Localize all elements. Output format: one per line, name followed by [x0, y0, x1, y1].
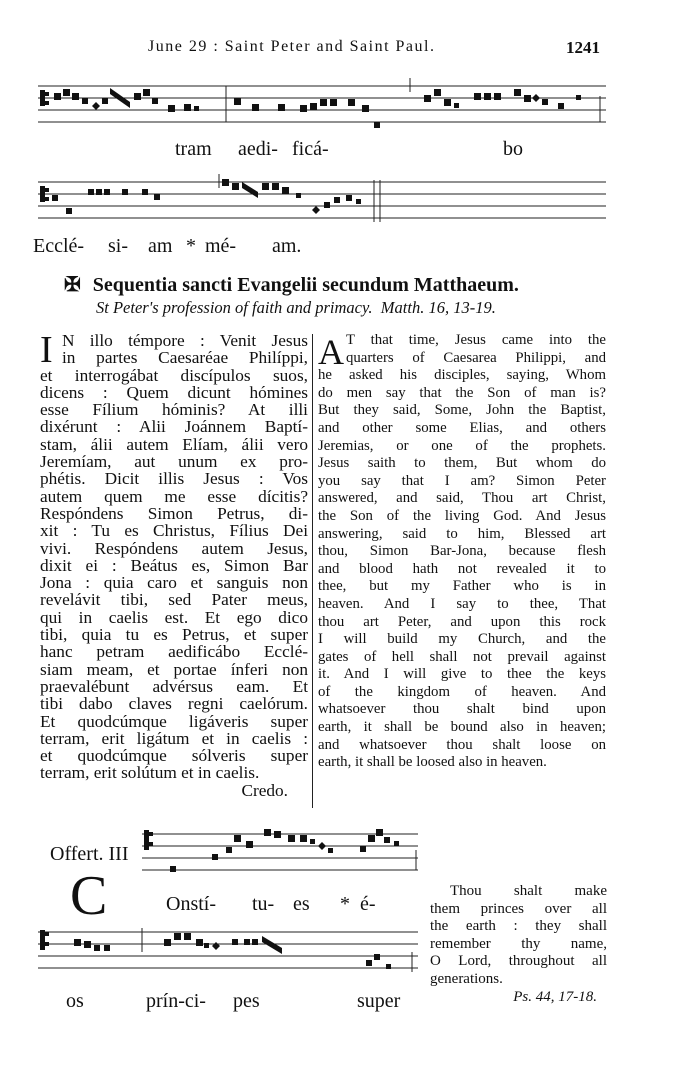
chant1-lyric: ficá- — [292, 138, 329, 160]
offertory-lyric: es — [293, 893, 310, 915]
offertory-label: Offert. III — [50, 843, 129, 865]
latin-text-line: terram, erit solútum et in caelis. — [40, 763, 260, 783]
offertory-english-line: O Lord, throughout all — [430, 953, 607, 970]
english-text-line: and whatsoever thou shalt loose on — [318, 736, 606, 753]
offertory-english-line: remember thy name, — [430, 935, 607, 952]
offertory-lyric: super — [357, 990, 401, 1012]
chant-staff-1 — [38, 76, 608, 134]
latin-text-line: Et quodcúmque ligáveris super — [40, 711, 308, 731]
latin-text-line: et interrogábat discípulos suos, — [40, 365, 308, 385]
english-text-line: and other some Elias, and others — [318, 419, 606, 436]
english-text-line: the Son of the living God. And Jesus — [318, 507, 606, 524]
credo-text: Credo. — [241, 780, 288, 800]
latin-text-line: esse Fílium hóminis? At illi — [40, 400, 308, 420]
chant2-lyric: * — [186, 235, 196, 257]
english-text-line: I will build my Church, and the — [318, 631, 606, 648]
running-header — [40, 38, 600, 62]
english-text-line: Jesus saith to them, But whom do — [318, 455, 606, 472]
offertory-english-line: Thou shalt make — [450, 883, 607, 899]
latin-text-line: praevalébunt advérsus eam. Et — [40, 676, 308, 696]
page-number: 1241 — [566, 38, 600, 57]
offertory-english-line: generations. — [430, 970, 503, 987]
english-text-line: T that time, Jesus came into the — [346, 332, 606, 348]
offertory-staff-1 — [142, 824, 420, 882]
offertory-initial: C — [70, 865, 108, 927]
latin-text-line: tibi dabo claves regni caelórum. — [40, 694, 308, 714]
latin-text-line: revelávit tibi, sed Pater meus, — [40, 590, 308, 610]
latin-text-line: xit : Tu es Christus, Fílius Dei — [40, 521, 308, 541]
latin-text-line: tibi, quia tu es Petrus, et super — [40, 625, 308, 645]
english-text-line: thou, Simon Bar-Jona, because flesh — [318, 543, 606, 560]
offertory-english-line: the earth : they shall — [430, 918, 607, 935]
column-divider — [312, 334, 313, 808]
latin-text-line: Jona : quia caro et sanguis non — [40, 573, 308, 593]
latin-text-line: dixérunt : Alii Joánnem Baptí- — [40, 417, 308, 437]
cross-icon: ✠ — [64, 274, 81, 296]
latin-text-line: et quodcúmque sólveris super — [40, 746, 308, 766]
offertory-lyric: os — [66, 990, 84, 1012]
english-text-line: of the kingdom of heaven. And — [318, 683, 606, 700]
english-text-line: you say that I am? Simon Peter — [318, 472, 606, 489]
offertory-lyric: pes — [233, 990, 260, 1012]
latin-text-line: Jeremíam, aut unum ex pro- — [40, 452, 308, 472]
english-text-line: it. And I will give to thee the keys — [318, 666, 606, 683]
english-initial: A — [318, 332, 344, 372]
chant2-lyric: Ecclé- — [33, 235, 85, 257]
chant-staff-2 — [38, 172, 608, 230]
offertory-staff-2 — [38, 922, 420, 980]
latin-text-line: hanc petram aedificábo Ecclé- — [40, 642, 308, 662]
chant2-lyric: am — [148, 235, 173, 257]
sequence-title — [64, 272, 624, 297]
english-text-line: Jeremias, or one of the prophets. — [318, 437, 606, 454]
english-text-line: earth, it shall be bound also in heaven; — [318, 719, 606, 736]
subtitle-ref: Matth. 16, 13-19. — [380, 298, 496, 317]
latin-text-line: qui in caelis est. Et ego dico — [40, 607, 308, 627]
english-column — [318, 332, 606, 772]
latin-text-line: dixit ei : Beátus es, Simon Bar — [40, 555, 308, 575]
english-text-line: whatsoever thou shalt bind upon — [318, 701, 606, 718]
offertory-lyric: tu- — [252, 893, 275, 915]
latin-text-line: stam, álii autem Elíam, álii vero — [40, 434, 308, 454]
latin-text-line: siam meam, et portae ínferi non — [40, 659, 308, 679]
latin-text-line: phétis. Dicit illis Jesus : Vos — [40, 469, 308, 489]
english-text-line: answered, and said, Thou art Christ, — [318, 490, 606, 507]
english-text-line: do men say that the Son of man is? — [318, 384, 606, 401]
offertory-lyric: prín-ci- — [146, 990, 206, 1012]
english-text-line: and blood hath not revealed it to — [318, 560, 606, 577]
english-text-line: heaven. And I say to thee, That — [318, 595, 606, 612]
chant2-lyric: si- — [108, 235, 128, 257]
latin-text-line: in partes Caesaréae Philíppi, — [62, 348, 308, 368]
english-text-line: quarters of Caesarea Philippi, and — [346, 349, 606, 366]
chant1-lyric: tram — [175, 138, 212, 160]
english-text-line: earth, it shall be loosed also in heaven. — [318, 754, 547, 771]
english-text-line: But they said, Some, John the Baptist, — [318, 402, 606, 419]
english-text-line: gates of hell shall not prevail against — [318, 648, 606, 665]
offertory-reference: Ps. 44, 17-18. — [513, 988, 597, 1005]
chant1-lyric: aedi- — [238, 138, 278, 160]
latin-text-line: vivi. Respóndens autem Jesus, — [40, 538, 308, 558]
chant2-lyric: am. — [272, 235, 302, 257]
subtitle-text: St Peter's profession of faith and primacy. — [96, 298, 373, 317]
english-text-line: thee, but my Father who is in — [318, 578, 606, 595]
offertory-lyric: * — [340, 893, 350, 915]
sequence-title-text: Sequentia sancti Evangelii secundum Matthaeum. — [92, 274, 519, 296]
latin-text-line: dicens : Quem dicunt hómines — [40, 382, 308, 402]
offertory-english — [430, 883, 607, 1007]
chant1-lyric: bo — [503, 138, 523, 160]
chant2-lyric: mé- — [205, 235, 237, 257]
offertory-english-line: them princes over all — [430, 900, 607, 917]
english-text-line: thou art Peter, and upon this rock — [318, 613, 606, 630]
latin-column — [40, 329, 308, 800]
english-text-line: answering, said to him, Blessed art — [318, 525, 606, 542]
sequence-subtitle — [96, 298, 616, 318]
latin-text-line: terram, erit ligátum et in caelis : — [40, 728, 308, 748]
offertory-lyric: Onstí- — [166, 893, 216, 915]
offertory-lyric: é- — [360, 893, 376, 915]
header-title: June 29 : Saint Peter and Saint Paul. — [148, 38, 436, 55]
latin-text-line: N illo témpore : Venit Jesus — [62, 331, 308, 350]
latin-initial: I — [40, 329, 53, 371]
latin-text-line: Respóndens Simon Petrus, di- — [40, 503, 308, 523]
english-text-line: he asked his disciples, saying, Whom — [318, 367, 606, 384]
latin-text-line: autem quem me esse dícitis? — [40, 486, 308, 506]
